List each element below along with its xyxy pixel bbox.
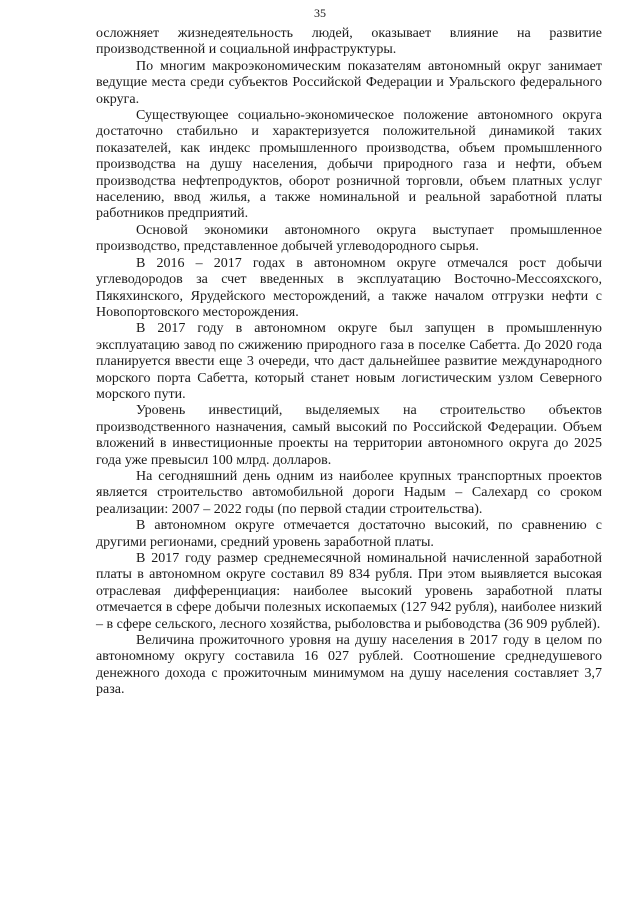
paragraph-transport-project: На сегодняшний день одним из наиболее крупных транспортных проектов является строительство автомобильной дороги Надым – Салехард со сроком реализации: 2007 – 2022 годы (по первой стадии строительства). — [96, 468, 602, 517]
paragraph-socioeconomic-state: Существующее социально-экономическое положение автономного округа достаточно стабильно и характеризуется положительной динамикой таких показателей, как индекс промышленного производства, объем промышленного производства на душу населения, добычи природного газа и нефти, объем производства нефтепродуктов, оборот розничной торговли, объем платных услуг населению, ввод жилья, а также номинальной и реальной заработной платы работников предприятий. — [96, 108, 602, 222]
page-number: 35 — [314, 6, 326, 20]
paragraph-subsistence-minimum: Величина прожиточного уровня на душу населения в 2017 году в целом по автономному округу составила 16 027 рублей. Соотношение среднедушевого денежного дохода с прожиточным минимумом на душу населения составляет 3,7 раза. — [96, 633, 602, 698]
paragraph-average-wage: В 2017 году размер среднемесячной номинальной начисленной заработной платы в автономном округе составил 89 834 рубля. При этом выявляется высокая отраслевая дифференциация: наиболее высокий уровень заработной платы отмечается в сфере добычи полезных ископаемых (127 942 рубля), наиболее низкий – в сфере сельского, лесного хозяйства, рыболовства и рыбоводства (36 909 рублей). — [96, 551, 602, 632]
document-body — [96, 26, 602, 699]
paragraph-wage-level: В автономном округе отмечается достаточно высокий, по сравнению с другими регионами, средний уровень заработной платы. — [96, 518, 602, 550]
paragraph-investments: Уровень инвестиций, выделяемых на строительство объектов производственного назначения, самый высокий по Российской Федерации. Объем вложений в инвестиционные проекты на территории автономного округа до 2025 года уже превысил 100 млрд. долларов. — [96, 403, 602, 468]
paragraph-lng-plant: В 2017 году в автономном округе был запущен в промышленную эксплуатацию завод по сжижению природного газа в поселке Сабетта. До 2020 года планируется ввести еще 3 очереди, что даст дальнейшее развитие международного морского порта Сабетта, который станет новым логистическим узлом Северного морского пути. — [96, 321, 602, 402]
paragraph-continuation: осложняет жизнедеятельность людей, оказывает влияние на развитие производственной и социальной инфраструктуры. — [96, 26, 602, 58]
paragraph-macroeconomic-rank: По многим макроэкономическим показателям автономный округ занимает ведущие места среди субъектов Российской Федерации и Уральского федерального округа. — [96, 58, 602, 107]
paragraph-hydrocarbon-growth: В 2016 – 2017 годах в автономном округе отмечался рост добычи углеводородов за счет введенных в эксплуатацию Восточно-Мессояхского, Пякяхинского, Ярудейского месторождений, а также началом отгрузки нефти с Новопортовского месторождения. — [96, 255, 602, 320]
paragraph-economy-basis: Основой экономики автономного округа выступает промышленное производство, представленное добычей углеводородного сырья. — [96, 222, 602, 255]
